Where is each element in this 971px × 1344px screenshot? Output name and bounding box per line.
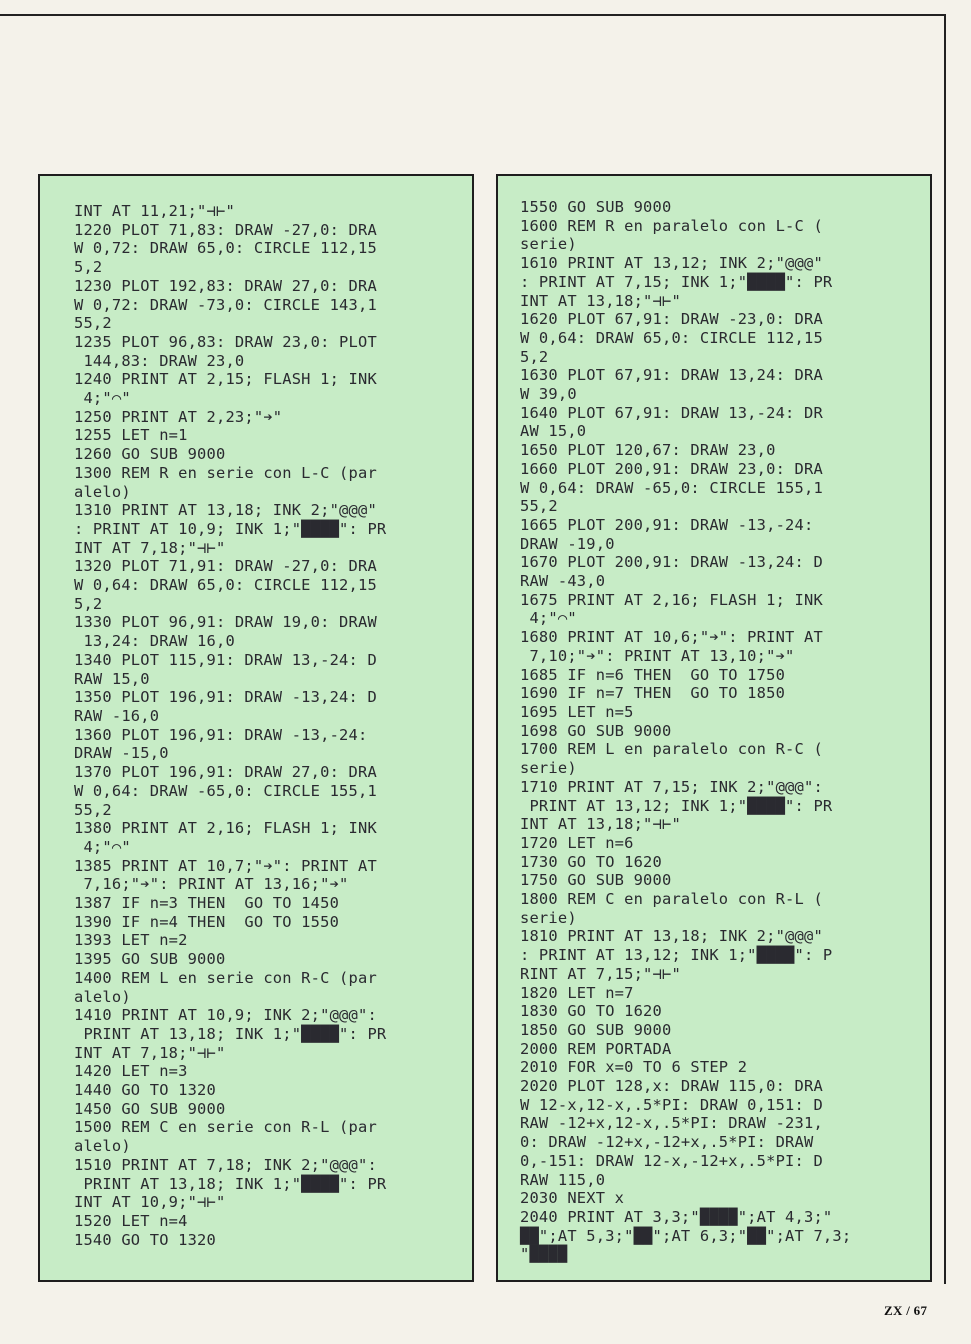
code-line: W 12-x,12-x,.5*PI: DRAW 0,151: D [520,1095,823,1114]
code-line: W 0,72: DRAW -73,0: CIRCLE 143,1 [74,295,377,314]
code-line: 1340 PLOT 115,91: DRAW 13,-24: D [74,650,377,669]
code-line: RINT AT 7,15;"⊣⊢" [520,964,681,983]
code-line: 1620 PLOT 67,91: DRAW -23,0: DRA [520,310,823,329]
code-line: 1240 PRINT AT 2,15; FLASH 1; INK [74,370,377,389]
code-line: 1750 GO SUB 9000 [520,871,672,890]
code-line: 4;"⌒" [520,609,577,628]
code-line: 1230 PLOT 192,83: DRAW 27,0: DRA [74,276,377,295]
code-line: 1330 PLOT 96,91: DRAW 19,0: DRAW [74,613,377,632]
code-line: 4;"⌒" [74,837,131,856]
code-line: 1235 PLOT 96,83: DRAW 23,0: PLOT [74,332,377,351]
code-line: 1255 LET n=1 [74,426,188,445]
code-line: 1440 GO TO 1320 [74,1081,216,1100]
code-line: 4;"⌒" [74,389,131,408]
code-line: 1250 PRINT AT 2,23;"➔" [74,407,283,426]
code-line: RAW 115,0 [520,1170,606,1189]
code-line: 1675 PRINT AT 2,16; FLASH 1; INK [520,590,823,609]
code-line: 1670 PLOT 200,91: DRAW -13,24: D [520,553,823,572]
code-line: : PRINT AT 10,9; INK 1;"████": PR [74,519,387,538]
code-line: 1630 PLOT 67,91: DRAW 13,24: DRA [520,366,823,385]
code-line: alelo) [74,987,131,1006]
code-line: serie) [520,908,577,927]
code-line: 1300 REM R en serie con L-C (par [74,463,377,482]
code-line: 1387 IF n=3 THEN GO TO 1450 [74,894,340,913]
code-line: DRAW -15,0 [74,744,169,763]
code-line: serie) [520,759,577,778]
code-line: RAW -43,0 [520,572,606,591]
code-line: 1360 PLOT 196,91: DRAW -13,-24: [74,725,368,744]
code-line: 1810 PRINT AT 13,18; INK 2;"@@@" [520,927,823,946]
code-line: 1390 IF n=4 THEN GO TO 1550 [74,912,340,931]
code-line: W 0,64: DRAW 65,0: CIRCLE 112,15 [74,576,377,595]
code-line: 1510 PRINT AT 7,18; INK 2;"@@@": [74,1155,377,1174]
code-line: 1800 REM C en paralelo con R-L ( [520,890,823,909]
code-line: 1370 PLOT 196,91: DRAW 27,0: DRA [74,763,377,782]
code-line: 1650 PLOT 120,67: DRAW 23,0 [520,441,776,460]
code-line: 1220 PLOT 71,83: DRAW -27,0: DRA [74,220,377,239]
code-line: 1850 GO SUB 9000 [520,1020,672,1039]
code-line: 1380 PRINT AT 2,16; FLASH 1; INK [74,819,377,838]
code-line: 1820 LET n=7 [520,983,634,1002]
code-line: 1393 LET n=2 [74,931,188,950]
code-line: W 39,0 [520,385,577,404]
code-line: : PRINT AT 13,12; INK 1;"████": P [520,946,833,965]
code-line: 55,2 [520,497,558,516]
code-line: "████ [520,1245,568,1264]
code-line: 1665 PLOT 200,91: DRAW -13,-24: [520,515,814,534]
code-line: 1690 IF n=7 THEN GO TO 1850 [520,684,786,703]
code-line: RAW -12+x,12-x,.5*PI: DRAW -231, [520,1114,823,1133]
code-line: 0,-151: DRAW 12-x,-12+x,.5*PI: D [520,1151,823,1170]
code-line: 5,2 [74,258,103,277]
code-line: 2010 FOR x=0 TO 6 STEP 2 [520,1058,748,1077]
page-folio: ZX / 67 [884,1303,928,1318]
code-line: W 0,64: DRAW -65,0: CIRCLE 155,1 [74,781,377,800]
code-line: 1395 GO SUB 9000 [74,950,226,969]
code-line: 2000 REM PORTADA [520,1039,672,1058]
code-line: 1830 GO TO 1620 [520,1002,662,1021]
basic-listing-right [498,176,930,1264]
code-line: INT AT 10,9;"⊣⊢" [74,1193,226,1212]
code-line: W 0,72: DRAW 65,0: CIRCLE 112,15 [74,239,377,258]
code-line: W 0,64: DRAW 65,0: CIRCLE 112,15 [520,328,823,347]
code-line: DRAW -19,0 [520,534,615,553]
code-line: RAW 15,0 [74,669,150,688]
code-line: 1710 PRINT AT 7,15; INK 2;"@@@": [520,777,823,796]
code-line: 1695 LET n=5 [520,702,634,721]
code-line: AW 15,0 [520,422,587,441]
code-line: INT AT 13,18;"⊣⊢" [520,291,681,310]
code-line: PRINT AT 13,18; INK 1;"████": PR [74,1174,387,1193]
basic-listing-left [40,176,472,1249]
code-line: serie) [520,235,577,254]
code-line: 1420 LET n=3 [74,1062,188,1081]
code-line: W 0,64: DRAW -65,0: CIRCLE 155,1 [520,478,823,497]
code-line: INT AT 13,18;"⊣⊢" [520,815,681,834]
code-line: alelo) [74,1137,131,1156]
code-line: PRINT AT 13,12; INK 1;"████": PR [520,796,833,815]
listing-right-box [496,174,932,1282]
code-line: 1450 GO SUB 9000 [74,1099,226,1118]
code-line: 144,83: DRAW 23,0 [74,351,245,370]
code-line: 1610 PRINT AT 13,12; INK 2;"@@@" [520,254,823,273]
code-line: : PRINT AT 7,15; INK 1;"████": PR [520,272,833,291]
code-line: 55,2 [74,314,112,333]
code-line: alelo) [74,482,131,501]
code-line: 2040 PRINT AT 3,3;"████";AT 4,3;" [520,1207,833,1226]
code-line: 55,2 [74,800,112,819]
code-line: 1698 GO SUB 9000 [520,721,672,740]
code-line: 1400 REM L en serie con R-C (par [74,968,377,987]
code-line: 1640 PLOT 67,91: DRAW 13,-24: DR [520,403,823,422]
code-line: 1320 PLOT 71,91: DRAW -27,0: DRA [74,557,377,576]
code-line: 5,2 [74,594,103,613]
code-line: INT AT 7,18;"⊣⊢" [74,538,226,557]
code-line: 1520 LET n=4 [74,1211,188,1230]
code-line: 1410 PRINT AT 10,9; INK 2;"@@@": [74,1006,377,1025]
code-line: 5,2 [520,347,549,366]
code-line: 1350 PLOT 196,91: DRAW -13,24: D [74,688,377,707]
code-line: 1500 REM C en serie con R-L (par [74,1118,377,1137]
code-line: ██";AT 5,3;"██";AT 6,3;"██";AT 7,3; [520,1226,852,1245]
code-line: 1730 GO TO 1620 [520,852,662,871]
code-line: 1385 PRINT AT 10,7;"➔": PRINT AT [74,856,377,875]
code-line: 7,10;"➔": PRINT AT 13,10;"➔" [520,646,795,665]
code-line: 2030 NEXT x [520,1189,625,1208]
code-line: 1310 PRINT AT 13,18; INK 2;"@@@" [74,501,377,520]
code-line: 1550 GO SUB 9000 [520,198,672,216]
code-line: 1260 GO SUB 9000 [74,445,226,464]
code-line: 2020 PLOT 128,x: DRAW 115,0: DRA [520,1077,823,1096]
code-line: INT AT 11,21;"⊣⊢" [74,202,235,220]
code-line: 1720 LET n=6 [520,833,634,852]
code-line: 1660 PLOT 200,91: DRAW 23,0: DRA [520,459,823,478]
code-line: 1680 PRINT AT 10,6;"➔": PRINT AT [520,628,823,647]
code-line: 7,16;"➔": PRINT AT 13,16;"➔" [74,875,349,894]
code-line: PRINT AT 13,18; INK 1;"████": PR [74,1024,387,1043]
code-line: 13,24: DRAW 16,0 [74,632,235,651]
code-line: 1685 IF n=6 THEN GO TO 1750 [520,665,786,684]
code-line: 1540 GO TO 1320 [74,1230,216,1249]
code-line: INT AT 7,18;"⊣⊢" [74,1043,226,1062]
code-line: 0: DRAW -12+x,-12+x,.5*PI: DRAW [520,1133,814,1152]
code-line: RAW -16,0 [74,706,160,725]
listing-left-box [38,174,474,1282]
code-line: 1700 REM L en paralelo con R-C ( [520,740,823,759]
code-line: 1600 REM R en paralelo con L-C ( [520,216,823,235]
